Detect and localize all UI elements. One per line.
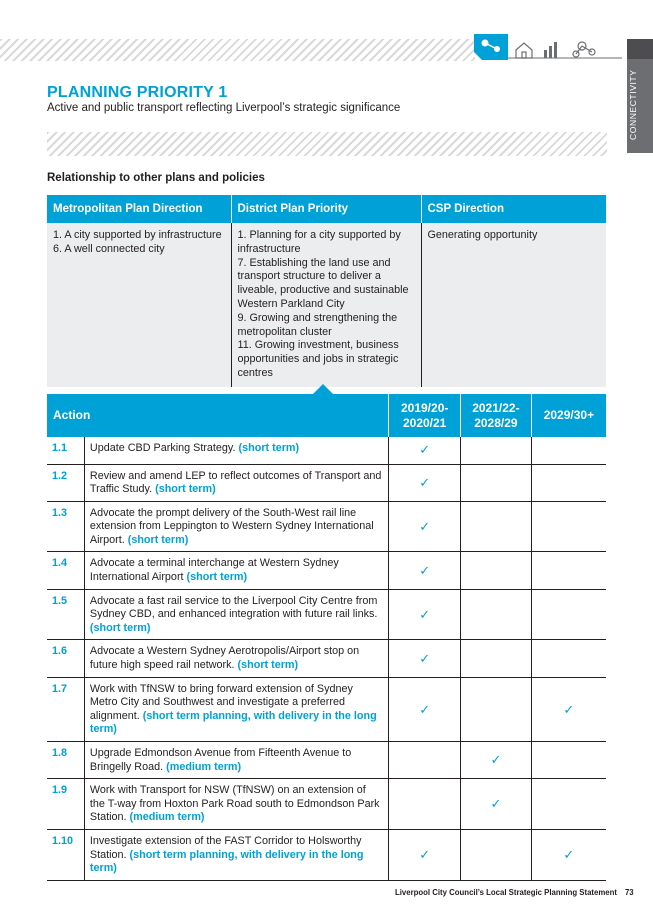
period-cell	[531, 437, 606, 464]
table-notch	[313, 384, 333, 394]
period-cell	[461, 464, 532, 501]
action-term: (short term)	[155, 483, 216, 496]
period-cell	[461, 677, 532, 741]
table-row	[47, 640, 606, 677]
action-number: 1.7	[47, 677, 84, 741]
period-cell	[461, 640, 532, 677]
period-cell	[461, 589, 532, 640]
action-term: (short term planning, with delivery in the long term)	[89, 709, 377, 736]
action-description	[84, 501, 388, 552]
relationship-heading: Relationship to other plans and policies	[47, 172, 265, 184]
table-row	[47, 589, 606, 640]
table-row	[47, 779, 606, 830]
action-text: Review and amend LEP to reflect outcomes of Transport and Traffic Study.	[89, 469, 382, 496]
period-cell	[531, 779, 606, 830]
period-cell	[389, 552, 461, 589]
period-cell	[531, 677, 606, 741]
table-row	[47, 677, 606, 741]
period-cell	[461, 779, 532, 830]
check-icon: ✓	[419, 606, 431, 622]
period-cell	[389, 742, 461, 779]
action-number: 1.1	[47, 437, 84, 464]
action-number: 1.6	[47, 640, 84, 677]
decorative-hatch-top	[0, 39, 475, 61]
action-description	[84, 464, 388, 501]
check-icon: ✓	[490, 752, 502, 768]
period-cell	[389, 464, 461, 501]
chart-icon	[544, 42, 557, 58]
check-icon: ✓	[563, 701, 575, 717]
footer-text: Liverpool City Council’s Local Strategic Planning Statement	[395, 888, 617, 897]
action-number: 1.9	[47, 779, 84, 830]
period-cell	[461, 501, 532, 552]
action-text: Advocate a fast rail service to the Liverpool City Centre from Sydney CBD, and enhanced integration with future rail links.	[89, 594, 378, 621]
house-icon	[516, 43, 532, 58]
action-table	[47, 394, 606, 881]
period-cell	[531, 552, 606, 589]
period-cell	[389, 640, 461, 677]
action-number: 1.8	[47, 742, 84, 779]
category-icons	[472, 28, 622, 64]
table-row	[47, 464, 606, 501]
period-header-2029: 2029/30+	[531, 394, 606, 437]
action-text: Update CBD Parking Strategy.	[89, 442, 236, 454]
period-cell	[389, 829, 461, 880]
check-icon: ✓	[419, 701, 431, 717]
action-rows	[47, 437, 606, 880]
period-cell	[389, 779, 461, 830]
period-cell	[531, 589, 606, 640]
action-term: (short term)	[238, 442, 300, 454]
check-icon: ✓	[490, 796, 502, 812]
rel-cell-metropolitan: 1. A city supported by infrastructure 6. A well connected city	[47, 223, 231, 387]
check-icon: ✓	[419, 518, 431, 534]
section-side-label: CONNECTIVITY	[628, 69, 638, 141]
decorative-hatch-middle	[47, 132, 607, 156]
action-description	[84, 552, 388, 589]
action-number: 1.2	[47, 464, 84, 501]
action-term: (short term)	[89, 621, 151, 634]
rel-header-csp: CSP Direction	[421, 195, 606, 223]
action-description	[84, 829, 388, 880]
action-description	[84, 779, 388, 830]
period-cell	[531, 742, 606, 779]
table-row	[47, 437, 606, 464]
action-header: Action	[47, 394, 389, 437]
check-icon: ✓	[419, 847, 431, 863]
action-text: Work with TfNSW to bring forward extension of Sydney Metro City and Southwest and investigate a preferred alignment.	[89, 682, 353, 722]
period-cell	[461, 437, 532, 464]
table-row	[47, 742, 606, 779]
period-header-2019: 2019/20- 2020/21	[389, 394, 461, 437]
period-cell	[531, 464, 606, 501]
action-description	[84, 742, 388, 779]
period-cell	[461, 552, 532, 589]
action-description	[84, 640, 388, 677]
action-number: 1.5	[47, 589, 84, 640]
action-text: Advocate the prompt delivery of the South-West rail line extension from Leppington to Western Sydney International Airport.	[89, 506, 374, 546]
check-icon: ✓	[419, 650, 431, 666]
table-row	[47, 829, 606, 880]
rel-header-metropolitan: Metropolitan Plan Direction	[47, 195, 231, 223]
check-icon: ✓	[419, 442, 431, 458]
action-text: Investigate extension of the FAST Corridor to Holsworthy Station.	[89, 834, 362, 861]
connectivity-icon	[474, 34, 508, 60]
check-icon: ✓	[419, 474, 431, 490]
action-text: Upgrade Edmondson Avenue from Fifteenth Avenue to Bringelly Road.	[89, 747, 352, 773]
action-number: 1.10	[47, 829, 84, 880]
action-text: Advocate a Western Sydney Aerotropolis/Airport stop on future high speed rail network.	[89, 645, 360, 672]
action-term: (medium term)	[129, 811, 205, 824]
page-number: 73	[624, 888, 634, 897]
period-cell	[531, 501, 606, 552]
action-description	[84, 677, 388, 741]
rel-cell-district: 1. Planning for a city supported by infrastructure 7. Establishing the land use and transport structure to deliver a liveable, productive and sustainable Western Parkland City 9. Growing and strengthening the metropolitan cluster 11. Growing investment, business opportunities and jobs in strategic centres	[231, 223, 421, 387]
period-cell	[389, 437, 461, 464]
action-term: (medium term)	[166, 760, 242, 773]
check-icon: ✓	[563, 847, 575, 863]
period-cell	[389, 501, 461, 552]
period-cell	[389, 589, 461, 640]
action-term: (short term)	[237, 659, 299, 672]
action-text: Advocate a terminal interchange at Western Sydney International Airport	[89, 557, 339, 584]
action-text: Work with Transport for NSW (TfNSW) on an extension of the T-way from Hoxton Park Road south to Edmondson Park Station.	[89, 784, 380, 824]
action-term: (short term)	[186, 571, 248, 584]
table-row	[47, 552, 606, 589]
network-icon	[573, 42, 595, 57]
period-cell	[461, 829, 532, 880]
period-cell	[531, 640, 606, 677]
action-number: 1.4	[47, 552, 84, 589]
period-cell	[531, 829, 606, 880]
rel-header-district: District Plan Priority	[231, 195, 421, 223]
action-description	[84, 437, 388, 464]
page-footer	[395, 888, 634, 897]
rel-cell-csp: Generating opportunity	[421, 223, 606, 387]
table-row	[47, 501, 606, 552]
section-side-tab-top	[627, 39, 653, 59]
period-cell	[461, 742, 532, 779]
relationship-table	[47, 195, 606, 387]
period-cell	[389, 677, 461, 741]
action-number: 1.3	[47, 501, 84, 552]
action-term: (short term)	[127, 533, 189, 546]
action-term: (short term planning, with delivery in the long term)	[89, 848, 364, 875]
page-title: PLANNING PRIORITY 1	[47, 84, 228, 101]
action-description	[84, 589, 388, 640]
check-icon: ✓	[419, 562, 431, 578]
page-subtitle: Active and public transport reflecting Liverpool’s strategic significance	[47, 102, 401, 114]
period-header-2021: 2021/22- 2028/29	[461, 394, 532, 437]
